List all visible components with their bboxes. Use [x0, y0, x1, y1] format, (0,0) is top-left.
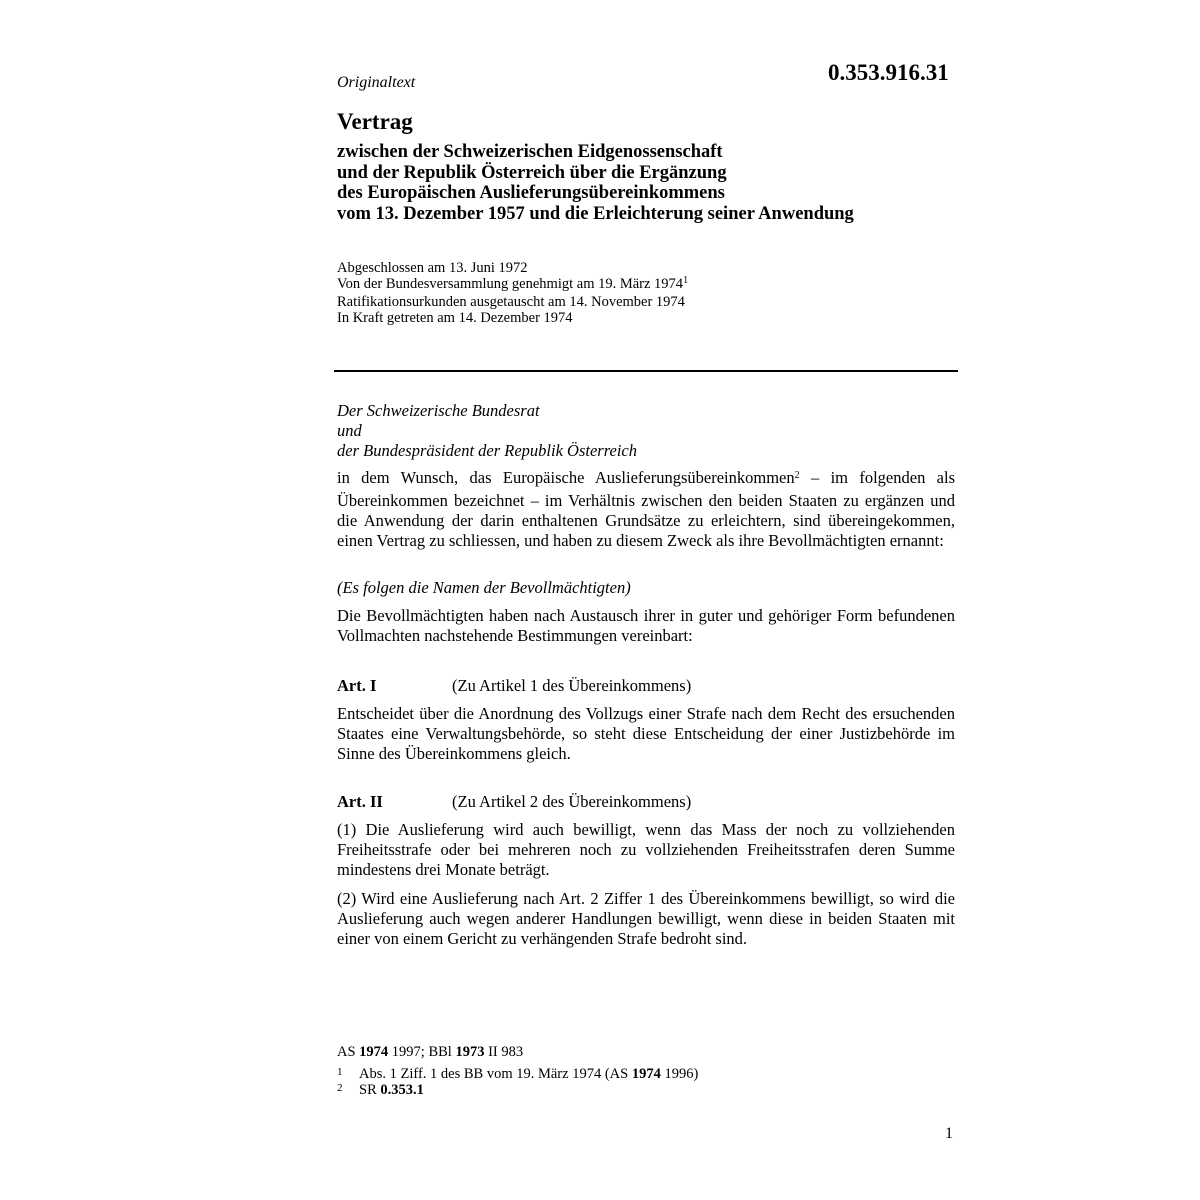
article-paragraph: Entscheidet über die Anordnung des Vollzugs einer Strafe nach dem Recht des ersuchenden Staates eine Verwaltungsbehörde, so steht diese Entscheidung der einer Justizbehörde im Sinne des Übereinkommens gleich.	[337, 704, 955, 763]
party-line: Der Schweizerische Bundesrat	[337, 401, 540, 420]
date-approved: Von der Bundesversammlung genehmigt am 19. März 1974$^1$	[337, 275, 689, 292]
contracting-parties	[337, 401, 637, 461]
subtitle-line: des Europäischen Auslieferungsübereinkommens	[337, 183, 725, 203]
date-concluded: Abgeschlossen am 13. Juni 1972	[337, 260, 528, 276]
footnote-number: 2	[337, 1082, 343, 1094]
article-paragraph: (1) Die Auslieferung wird auch bewilligt, wenn das Mass der noch zu vollziehenden Freiheitsstrafe oder bei mehreren noch zu vollziehenden Freiheitsstrafen deren Summe mindestens drei Monate beträgt.	[337, 820, 955, 879]
preamble-paragraph: in dem Wunsch, das Europäische Auslieferungsübereinkommen$^2$ – im folgenden als Übereinkommen bezeichnet – im Verhältnis zwischen den beiden Staaten zu ergänzen und die Anwendung der darin enthaltenen Grundsätze zu erleichtern, sind übereingekommen, einen Vertrag zu schliessen, und haben zu diesem Zweck als ihre Bevollmächtigten ernannt:	[337, 468, 956, 550]
article-paragraph: (2) Wird eine Auslieferung nach Art. 2 Ziffer 1 des Übereinkommens bewilligt, so wird die Auslieferung auch wegen anderer Handlungen bewilligt, wenn diese in beiden Staaten mit einer von einem Gericht zu verhängenden Strafe bedroht sind.	[337, 889, 955, 948]
subtitle-line: zwischen der Schweizerischen Eidgenossenschaft	[337, 142, 723, 162]
date-ratification: Ratifikationsurkunden ausgetauscht am 14. November 1974	[337, 294, 685, 310]
article-reference: (Zu Artikel 1 des Übereinkommens)	[452, 676, 692, 695]
header-divider	[334, 370, 958, 372]
party-line: und	[337, 421, 362, 440]
source-reference: AS 1974 1997; BBl 1973 II 983	[337, 1044, 524, 1060]
footnote-1: 1 Abs. 1 Ziff. 1 des BB vom 19. März 1974 (AS 1974 1996)	[337, 1066, 699, 1082]
subtitle-line: und der Republik Österreich über die Ergänzung	[337, 162, 727, 183]
footnote-2: 2 SR 0.353.1	[337, 1082, 424, 1098]
footnote-number: 1	[337, 1066, 343, 1078]
article-heading	[337, 676, 691, 696]
original-text-label: Originaltext	[337, 74, 416, 91]
treaty-dates	[337, 260, 688, 326]
document-subtitle	[337, 142, 977, 224]
agreement-paragraph: Die Bevollmächtigten haben nach Austausch ihrer in guter und gehöriger Form befundenen Vollmachten nachstehende Bestimmungen vereinbart:	[337, 606, 955, 645]
page-number: 1	[945, 1125, 953, 1142]
plenipotentiaries-note: (Es folgen die Namen der Bevollmächtigten)	[337, 578, 631, 597]
footnote-ref[interactable]: 2	[794, 470, 800, 481]
date-in-force: In Kraft getreten am 14. Dezember 1974	[337, 310, 573, 326]
sr-number: 0.353.916.31	[828, 60, 949, 85]
footnote-ref[interactable]: 1	[683, 275, 689, 286]
subtitle-line: vom 13. Dezember 1957 und die Erleichterung seiner Anwendung	[337, 203, 854, 224]
article-label: Art. I	[337, 676, 377, 695]
article-heading	[337, 792, 691, 812]
document-title: Vertrag	[337, 109, 413, 134]
article-label: Art. II	[337, 792, 383, 811]
party-line: der Bundespräsident der Republik Österreich	[337, 441, 637, 460]
article-reference: (Zu Artikel 2 des Übereinkommens)	[452, 792, 692, 811]
